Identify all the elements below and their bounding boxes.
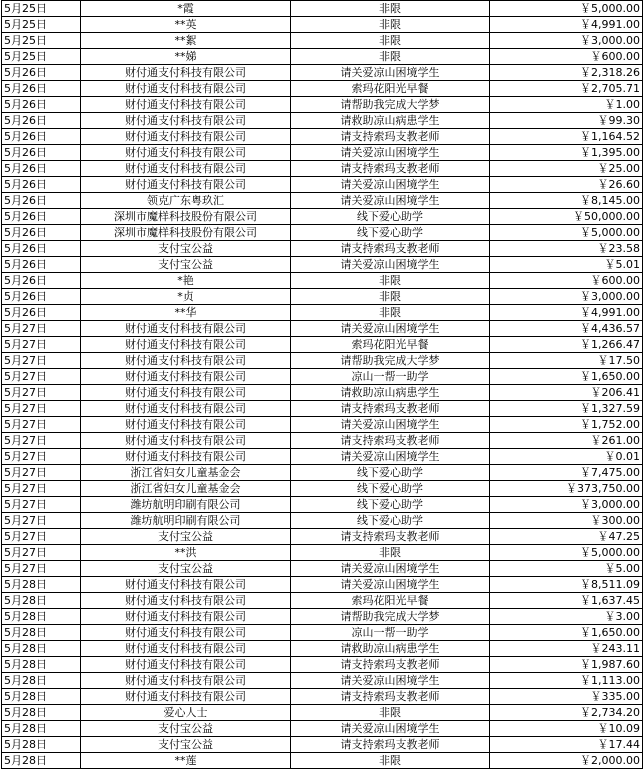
amount-cell: ￥206.41: [490, 385, 643, 401]
table-row: [2, 753, 643, 769]
table-row: [2, 353, 643, 369]
date-cell: 5月27日: [2, 561, 81, 577]
amount-cell: ￥7,475.00: [490, 465, 643, 481]
amount-cell: ￥4,991.00: [490, 17, 643, 33]
amount-cell: ￥99.30: [490, 113, 643, 129]
donor-cell: **莲: [81, 753, 291, 769]
donor-cell: 财付通支付科技有限公司: [81, 177, 291, 193]
donor-cell: 深圳市魔样科技股份有限公司: [81, 225, 291, 241]
table-row: [2, 545, 643, 561]
date-cell: 5月27日: [2, 449, 81, 465]
table-row: [2, 49, 643, 65]
donor-cell: 财付通支付科技有限公司: [81, 81, 291, 97]
table-row: [2, 273, 643, 289]
table-row: [2, 481, 643, 497]
date-cell: 5月27日: [2, 497, 81, 513]
project-cell: 非限: [291, 545, 490, 561]
table-row: [2, 609, 643, 625]
amount-cell: ￥300.00: [490, 513, 643, 529]
donor-cell: **洪: [81, 545, 291, 561]
project-cell: 请救助凉山病患学生: [291, 385, 490, 401]
donor-cell: *艳: [81, 273, 291, 289]
amount-cell: ￥5,000.00: [490, 225, 643, 241]
project-cell: 请关爱凉山困境学生: [291, 193, 490, 209]
project-cell: 请关爱凉山困境学生: [291, 321, 490, 337]
amount-cell: ￥243.11: [490, 641, 643, 657]
table-row: [2, 97, 643, 113]
donor-cell: 财付通支付科技有限公司: [81, 337, 291, 353]
amount-cell: ￥1,637.45: [490, 593, 643, 609]
amount-cell: ￥23.58: [490, 241, 643, 257]
donor-cell: **娣: [81, 49, 291, 65]
table-row: [2, 289, 643, 305]
date-cell: 5月26日: [2, 209, 81, 225]
table-row: [2, 433, 643, 449]
date-cell: 5月26日: [2, 241, 81, 257]
amount-cell: ￥1,752.00: [490, 417, 643, 433]
table-row: [2, 657, 643, 673]
date-cell: 5月28日: [2, 609, 81, 625]
date-cell: 5月26日: [2, 257, 81, 273]
project-cell: 请支持索玛支教老师: [291, 433, 490, 449]
amount-cell: ￥8,145.00: [490, 193, 643, 209]
project-cell: 请支持索玛支教老师: [291, 689, 490, 705]
donor-cell: 财付通支付科技有限公司: [81, 369, 291, 385]
donor-cell: 支付宝公益: [81, 561, 291, 577]
project-cell: 非限: [291, 17, 490, 33]
table-row: [2, 721, 643, 737]
donor-cell: 财付通支付科技有限公司: [81, 321, 291, 337]
project-cell: 索玛花阳光早餐: [291, 81, 490, 97]
amount-cell: ￥5.01: [490, 257, 643, 273]
project-cell: 线下爱心助学: [291, 513, 490, 529]
table-row: [2, 673, 643, 689]
amount-cell: ￥5.00: [490, 561, 643, 577]
date-cell: 5月28日: [2, 593, 81, 609]
amount-cell: ￥1,987.60: [490, 657, 643, 673]
date-cell: 5月26日: [2, 177, 81, 193]
project-cell: 请关爱凉山困境学生: [291, 577, 490, 593]
donor-cell: 爱心人士: [81, 705, 291, 721]
project-cell: 请关爱凉山困境学生: [291, 417, 490, 433]
table-row: [2, 625, 643, 641]
donor-cell: 财付通支付科技有限公司: [81, 129, 291, 145]
amount-cell: ￥1,395.00: [490, 145, 643, 161]
date-cell: 5月28日: [2, 705, 81, 721]
table-row: [2, 577, 643, 593]
donor-cell: 潍坊航明印刷有限公司: [81, 497, 291, 513]
donor-cell: 支付宝公益: [81, 257, 291, 273]
table-row: [2, 641, 643, 657]
project-cell: 请关爱凉山困境学生: [291, 145, 490, 161]
amount-cell: ￥8,511.09: [490, 577, 643, 593]
amount-cell: ￥3,000.00: [490, 33, 643, 49]
date-cell: 5月27日: [2, 385, 81, 401]
amount-cell: ￥25.00: [490, 161, 643, 177]
project-cell: 请帮助我完成大学梦: [291, 609, 490, 625]
table-row: [2, 337, 643, 353]
donor-cell: 财付通支付科技有限公司: [81, 689, 291, 705]
date-cell: 5月27日: [2, 545, 81, 561]
project-cell: 请支持索玛支教老师: [291, 657, 490, 673]
table-row: [2, 561, 643, 577]
project-cell: 线下爱心助学: [291, 225, 490, 241]
table-row: [2, 81, 643, 97]
donor-cell: 财付通支付科技有限公司: [81, 433, 291, 449]
table-row: [2, 129, 643, 145]
project-cell: 索玛花阳光早餐: [291, 593, 490, 609]
amount-cell: ￥2,000.00: [490, 753, 643, 769]
donor-cell: 财付通支付科技有限公司: [81, 145, 291, 161]
project-cell: 非限: [291, 305, 490, 321]
project-cell: 请支持索玛支教老师: [291, 161, 490, 177]
donor-cell: 支付宝公益: [81, 721, 291, 737]
amount-cell: ￥1,113.00: [490, 673, 643, 689]
project-cell: 请关爱凉山困境学生: [291, 257, 490, 273]
donor-cell: 财付通支付科技有限公司: [81, 97, 291, 113]
table-row: [2, 401, 643, 417]
donor-cell: 财付通支付科技有限公司: [81, 161, 291, 177]
amount-cell: ￥1,650.00: [490, 369, 643, 385]
project-cell: 索玛花阳光早餐: [291, 337, 490, 353]
amount-cell: ￥5,000.00: [490, 545, 643, 561]
donor-cell: 财付通支付科技有限公司: [81, 577, 291, 593]
project-cell: 线下爱心助学: [291, 497, 490, 513]
project-cell: 请关爱凉山困境学生: [291, 561, 490, 577]
table-row: [2, 241, 643, 257]
amount-cell: ￥3.00: [490, 609, 643, 625]
donor-cell: *霞: [81, 1, 291, 17]
date-cell: 5月27日: [2, 433, 81, 449]
date-cell: 5月28日: [2, 689, 81, 705]
donor-cell: 潍坊航明印刷有限公司: [81, 513, 291, 529]
date-cell: 5月25日: [2, 49, 81, 65]
table-row: [2, 257, 643, 273]
amount-cell: ￥600.00: [490, 49, 643, 65]
date-cell: 5月27日: [2, 513, 81, 529]
project-cell: 请支持索玛支教老师: [291, 241, 490, 257]
table-row: [2, 369, 643, 385]
amount-cell: ￥261.00: [490, 433, 643, 449]
table-row: [2, 177, 643, 193]
date-cell: 5月28日: [2, 625, 81, 641]
table-row: [2, 513, 643, 529]
amount-cell: ￥2,705.71: [490, 81, 643, 97]
donor-cell: 支付宝公益: [81, 529, 291, 545]
table-row: [2, 385, 643, 401]
project-cell: 凉山一帮一助学: [291, 369, 490, 385]
amount-cell: ￥4,991.00: [490, 305, 643, 321]
ledger-body: [2, 1, 643, 769]
date-cell: 5月26日: [2, 65, 81, 81]
table-row: [2, 737, 643, 753]
date-cell: 5月27日: [2, 321, 81, 337]
table-row: [2, 705, 643, 721]
table-row: [2, 417, 643, 433]
donor-cell: **华: [81, 305, 291, 321]
table-row: [2, 529, 643, 545]
project-cell: 非限: [291, 49, 490, 65]
donor-cell: **英: [81, 17, 291, 33]
project-cell: 非限: [291, 289, 490, 305]
date-cell: 5月26日: [2, 129, 81, 145]
donor-cell: 财付通支付科技有限公司: [81, 385, 291, 401]
donor-cell: 财付通支付科技有限公司: [81, 449, 291, 465]
amount-cell: ￥2,318.26: [490, 65, 643, 81]
date-cell: 5月27日: [2, 369, 81, 385]
donor-cell: 财付通支付科技有限公司: [81, 625, 291, 641]
amount-cell: ￥4,436.57: [490, 321, 643, 337]
donor-cell: 支付宝公益: [81, 241, 291, 257]
project-cell: 凉山一帮一助学: [291, 625, 490, 641]
donor-cell: 财付通支付科技有限公司: [81, 353, 291, 369]
project-cell: 请关爱凉山困境学生: [291, 65, 490, 81]
amount-cell: ￥335.00: [490, 689, 643, 705]
amount-cell: ￥1,164.52: [490, 129, 643, 145]
date-cell: 5月27日: [2, 353, 81, 369]
table-row: [2, 465, 643, 481]
project-cell: 请关爱凉山困境学生: [291, 721, 490, 737]
date-cell: 5月28日: [2, 673, 81, 689]
table-row: [2, 113, 643, 129]
donor-cell: 财付通支付科技有限公司: [81, 673, 291, 689]
date-cell: 5月28日: [2, 737, 81, 753]
project-cell: 非限: [291, 753, 490, 769]
date-cell: 5月27日: [2, 401, 81, 417]
date-cell: 5月28日: [2, 753, 81, 769]
date-cell: 5月26日: [2, 225, 81, 241]
donor-cell: 浙江省妇女儿童基金会: [81, 465, 291, 481]
table-row: [2, 193, 643, 209]
table-row: [2, 209, 643, 225]
table-row: [2, 161, 643, 177]
project-cell: 请支持索玛支教老师: [291, 737, 490, 753]
project-cell: 请救助凉山病患学生: [291, 113, 490, 129]
project-cell: 非限: [291, 1, 490, 17]
project-cell: 请支持索玛支教老师: [291, 401, 490, 417]
date-cell: 5月27日: [2, 465, 81, 481]
donor-cell: 支付宝公益: [81, 737, 291, 753]
amount-cell: ￥10.09: [490, 721, 643, 737]
amount-cell: ￥26.60: [490, 177, 643, 193]
donor-cell: 财付通支付科技有限公司: [81, 65, 291, 81]
amount-cell: ￥373,750.00: [490, 481, 643, 497]
table-row: [2, 305, 643, 321]
donor-cell: 财付通支付科技有限公司: [81, 417, 291, 433]
date-cell: 5月26日: [2, 161, 81, 177]
donor-cell: 财付通支付科技有限公司: [81, 593, 291, 609]
table-row: [2, 65, 643, 81]
project-cell: 线下爱心助学: [291, 209, 490, 225]
donor-cell: 浙江省妇女儿童基金会: [81, 481, 291, 497]
amount-cell: ￥600.00: [490, 273, 643, 289]
amount-cell: ￥2,734.20: [490, 705, 643, 721]
amount-cell: ￥0.01: [490, 449, 643, 465]
table-row: [2, 225, 643, 241]
amount-cell: ￥50,000.00: [490, 209, 643, 225]
amount-cell: ￥1,327.59: [490, 401, 643, 417]
project-cell: 请关爱凉山困境学生: [291, 449, 490, 465]
donor-cell: 财付通支付科技有限公司: [81, 641, 291, 657]
donor-cell: 财付通支付科技有限公司: [81, 113, 291, 129]
amount-cell: ￥1,266.47: [490, 337, 643, 353]
donor-cell: 财付通支付科技有限公司: [81, 609, 291, 625]
table-row: [2, 497, 643, 513]
donor-cell: 财付通支付科技有限公司: [81, 657, 291, 673]
date-cell: 5月26日: [2, 113, 81, 129]
donor-cell: 领克广东粤玖汇: [81, 193, 291, 209]
date-cell: 5月26日: [2, 193, 81, 209]
amount-cell: ￥17.44: [490, 737, 643, 753]
table-row: [2, 449, 643, 465]
date-cell: 5月25日: [2, 17, 81, 33]
table-row: [2, 33, 643, 49]
amount-cell: ￥47.25: [490, 529, 643, 545]
donation-ledger-table: [1, 0, 643, 769]
date-cell: 5月28日: [2, 657, 81, 673]
donor-cell: 财付通支付科技有限公司: [81, 401, 291, 417]
date-cell: 5月26日: [2, 273, 81, 289]
date-cell: 5月27日: [2, 337, 81, 353]
table-row: [2, 1, 643, 17]
project-cell: 请帮助我完成大学梦: [291, 353, 490, 369]
date-cell: 5月28日: [2, 721, 81, 737]
date-cell: 5月25日: [2, 33, 81, 49]
date-cell: 5月26日: [2, 289, 81, 305]
amount-cell: ￥17.50: [490, 353, 643, 369]
project-cell: 请救助凉山病患学生: [291, 641, 490, 657]
date-cell: 5月28日: [2, 641, 81, 657]
project-cell: 线下爱心助学: [291, 465, 490, 481]
amount-cell: ￥3,000.00: [490, 289, 643, 305]
project-cell: 线下爱心助学: [291, 481, 490, 497]
table-row: [2, 321, 643, 337]
amount-cell: ￥1.00: [490, 97, 643, 113]
date-cell: 5月26日: [2, 305, 81, 321]
table-row: [2, 145, 643, 161]
date-cell: 5月26日: [2, 97, 81, 113]
project-cell: 请支持索玛支教老师: [291, 129, 490, 145]
date-cell: 5月26日: [2, 145, 81, 161]
project-cell: 请关爱凉山困境学生: [291, 177, 490, 193]
project-cell: 非限: [291, 33, 490, 49]
date-cell: 5月27日: [2, 481, 81, 497]
date-cell: 5月28日: [2, 577, 81, 593]
table-row: [2, 593, 643, 609]
date-cell: 5月27日: [2, 529, 81, 545]
table-row: [2, 17, 643, 33]
date-cell: 5月25日: [2, 1, 81, 17]
donor-cell: 深圳市魔样科技股份有限公司: [81, 209, 291, 225]
donor-cell: *贞: [81, 289, 291, 305]
project-cell: 请帮助我完成大学梦: [291, 97, 490, 113]
date-cell: 5月26日: [2, 81, 81, 97]
amount-cell: ￥1,650.00: [490, 625, 643, 641]
project-cell: 非限: [291, 705, 490, 721]
table-row: [2, 689, 643, 705]
amount-cell: ￥5,000.00: [490, 1, 643, 17]
project-cell: 非限: [291, 273, 490, 289]
donor-cell: **絮: [81, 33, 291, 49]
project-cell: 请支持索玛支教老师: [291, 529, 490, 545]
date-cell: 5月27日: [2, 417, 81, 433]
amount-cell: ￥3,000.00: [490, 497, 643, 513]
project-cell: 请关爱凉山困境学生: [291, 673, 490, 689]
